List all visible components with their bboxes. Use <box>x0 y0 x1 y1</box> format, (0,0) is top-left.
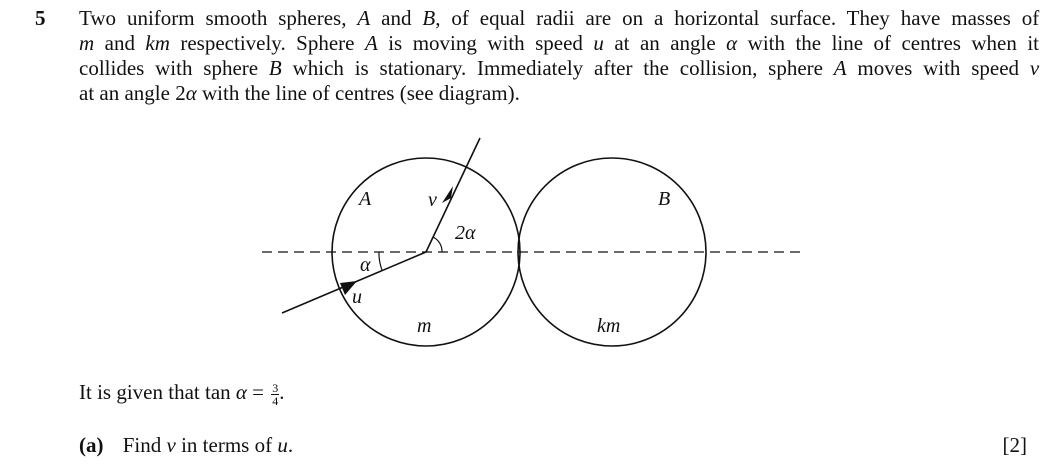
fraction-denominator: 4 <box>272 393 279 408</box>
label-velocity-v: v <box>428 189 437 211</box>
stem-line-2: m and km respectively. Sphere A is moving with speed u at an angle α with the line of centres when it <box>79 31 1040 55</box>
label-mass-m: m <box>417 315 432 337</box>
stem-line-3: collides with sphere B which is stationary. Immediately after the collision, sphere A moves with speed v <box>79 56 1040 80</box>
label-sphere-a: A <box>359 188 372 210</box>
part-a-text-suffix: . <box>287 433 294 457</box>
label-mass-km: km <box>597 315 621 337</box>
part-a-text-prefix: Find <box>122 433 167 457</box>
part-a <box>79 433 293 458</box>
given-prefix: It is given that tan <box>79 380 231 404</box>
part-a-text-middle: in terms of <box>175 433 278 457</box>
angle-2alpha-arc <box>433 237 442 252</box>
stem-line-4: at an angle 2α with the line of centres (see diagram). <box>79 81 520 105</box>
given-symbol: α <box>235 380 247 404</box>
angle-alpha-arc <box>379 252 382 270</box>
outgoing-arrowhead <box>442 186 453 203</box>
label-velocity-u: u <box>352 286 362 308</box>
part-a-var-v: v <box>166 433 176 457</box>
given-suffix: . <box>279 380 285 404</box>
label-angle-alpha: α <box>360 254 371 276</box>
label-angle-2alpha: 2α <box>455 222 476 244</box>
part-a-var-u: u <box>277 433 288 457</box>
given-statement <box>79 380 285 407</box>
fraction-numerator: 3 <box>272 380 279 395</box>
label-sphere-b: B <box>658 188 671 210</box>
part-a-label: (a) <box>79 433 104 457</box>
stem-line-1: Two uniform smooth spheres, A and B, of equal radii are on a horizontal surface. They have masses of <box>79 6 1040 30</box>
part-a-marks: [2] <box>1002 433 1027 457</box>
question-number: 5 <box>35 6 46 30</box>
given-equals: = <box>246 380 265 404</box>
